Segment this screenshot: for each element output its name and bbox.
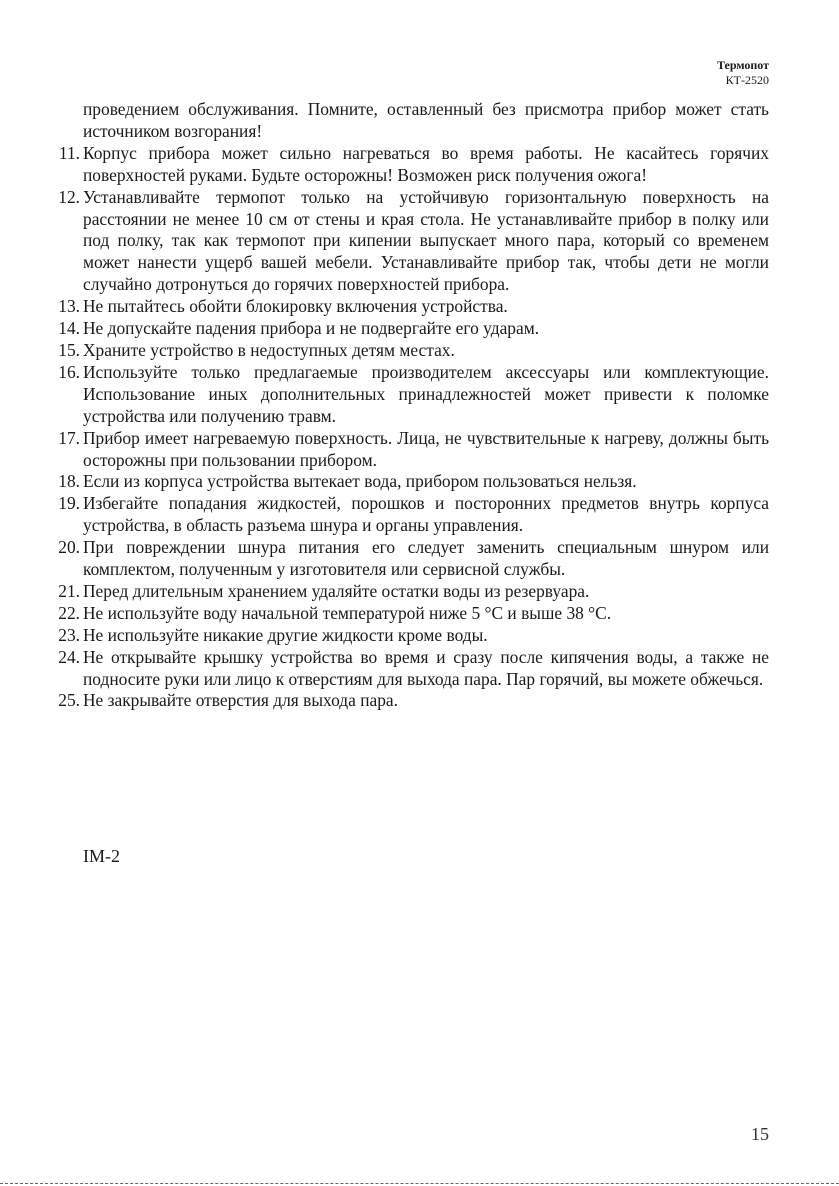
list-item: [50, 428, 769, 472]
item-number: 21.: [58, 580, 80, 601]
item-text: Прибор имеет нагреваемую поверхность. Лица, не чувствительные к нагреву, должны быть осторожны при пользовании прибором.: [83, 427, 769, 470]
item-number: 24.: [58, 646, 80, 667]
document-code: IM-2: [83, 846, 120, 866]
item-text: Избегайте попадания жидкостей, порошков и посторонних предметов внутрь корпуса устройства, в область разъема шнура и органы управления.: [83, 493, 769, 536]
instructions-body: [50, 99, 769, 712]
item-number: 15.: [58, 339, 80, 360]
item-number: 17.: [58, 427, 80, 448]
item-number: 11.: [58, 142, 80, 163]
page-header: [717, 58, 769, 88]
item-number: 20.: [58, 537, 80, 558]
list-item: [50, 143, 769, 187]
item-text: Устанавливайте термопот только на устойчивую горизонтальную поверхность на расстоянии не менее 10 см от стены и края стола. Не устанавливайте прибор в полку или под полку, так как термопот при кипении выпускает много пара, который со временем может нанести ущерб вашей мебели. Устанавливайте прибор так, чтобы дети не могли случайно дотронуться до горячих поверхностей прибора.: [83, 186, 769, 295]
list-item: [50, 690, 769, 712]
item-text: Если из корпуса устройства вытекает вода, прибором пользоваться нельзя.: [83, 471, 637, 492]
item-number: 13.: [58, 296, 80, 317]
item-number: 14.: [58, 318, 80, 339]
header-model: КТ-2520: [725, 73, 769, 87]
header-brand: Термопот: [716, 58, 769, 72]
item-number: 18.: [58, 471, 80, 492]
item-number: 22.: [58, 602, 80, 623]
item-number: 16.: [58, 361, 80, 382]
list-item: [50, 296, 769, 318]
list-item: [50, 493, 769, 537]
item-text: Корпус прибора может сильно нагреваться во время работы. Не касайтесь горячих поверхностей руками. Будьте осторожны! Возможен риск получения ожога!: [83, 142, 769, 185]
item-text: Не открывайте крышку устройства во время и сразу после кипячения воды, а также не подносите руки или лицо к отверстиям для выхода пара. Пар горячий, вы можете обжечься.: [83, 646, 769, 689]
page-number: 15: [751, 1124, 769, 1144]
item-text: Не используйте никакие другие жидкости кроме воды.: [83, 624, 488, 645]
item-number: 12.: [58, 186, 80, 207]
list-item: [50, 537, 769, 581]
list-item: [50, 647, 769, 691]
item-number: 25.: [58, 690, 80, 711]
page-cut-line: [0, 1183, 839, 1184]
list-item: [50, 318, 769, 340]
item-text: Не допускайте падения прибора и не подвергайте его ударам.: [83, 318, 540, 339]
item-text: Не используйте воду начальной температурой ниже 5 °С и выше 38 °С.: [83, 602, 612, 623]
list-item: [50, 362, 769, 428]
item-number: 23.: [58, 624, 80, 645]
list-item: [50, 581, 769, 603]
item-text: Используйте только предлагаемые производителем аксессуары или комплектующие. Использование иных дополнительных принадлежностей может привести к поломке устройства или получению травм.: [83, 361, 769, 426]
item-text: Перед длительным хранением удаляйте остатки воды из резервуара.: [83, 580, 590, 601]
list-item: [50, 187, 769, 297]
list-item: [50, 340, 769, 362]
continuation-paragraph: проведением обслуживания. Помните, оставленный без присмотра прибор может стать источником возгорания!: [83, 99, 769, 141]
list-item: [50, 471, 769, 493]
item-text: Храните устройство в недоступных детям местах.: [83, 339, 455, 360]
item-text: При повреждении шнура питания его следует заменить специальным шнуром или комплектом, полученным у изготовителя или сервисной службы.: [83, 537, 769, 580]
item-text: Не закрывайте отверстия для выхода пара.: [83, 690, 398, 711]
list-item: [50, 625, 769, 647]
list-item: [50, 603, 769, 625]
item-text: Не пытайтесь обойти блокировку включения устройства.: [83, 296, 508, 317]
item-number: 19.: [58, 493, 80, 514]
